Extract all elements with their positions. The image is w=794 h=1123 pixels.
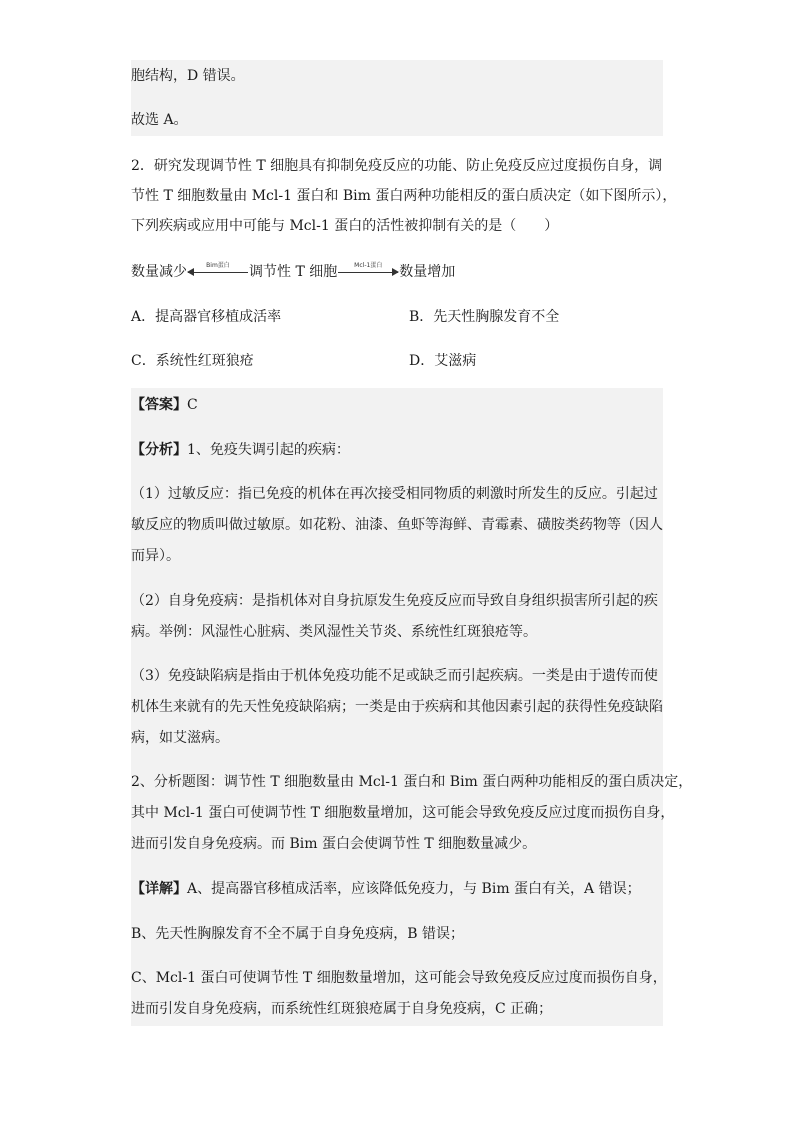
analysis-p3-line-3: 病，如艾滋病。 [131, 730, 229, 746]
arrow-right-icon [392, 268, 399, 276]
question-line-2: 节性 T 细胞数量由 Mcl-1 蛋白和 Bim 蛋白两种功能相反的蛋白质决定（如下图所示）， [131, 188, 677, 204]
detail-c-line-2: 进而引发自身免疫病，而系统性红斑狼疮属于自身免疫病，C 正确； [131, 1001, 553, 1017]
analysis-p2-line-2: 病。举例：风湿性心脏病、类风湿性关节炎、系统性红斑狼疮等。 [131, 624, 537, 640]
analysis-p1-line-3: 而异）。 [131, 548, 180, 564]
analysis-tag: 【分析】 [131, 442, 187, 458]
option-d: D．艾滋病 [409, 353, 477, 369]
detail-a-line [131, 878, 641, 900]
detail-tag: 【详解】 [131, 881, 187, 897]
question-line-1: 2．研究发现调节性 T 细胞具有抑制免疫反应的功能、防止免疫反应过度损伤自身，调 [131, 158, 663, 174]
prev-line-2: 故选 A。 [131, 112, 188, 128]
bim-arrow-label: Bim蛋白 [206, 262, 230, 269]
detail-c-line-1: C、Mcl-1 蛋白可使调节性 T 细胞数量增加，这可能会导致免疫反应过度而损伤自身， [131, 970, 667, 986]
mcl1-arrow-right [338, 264, 398, 278]
diagram-center-text: 调节性 T 细胞 [249, 264, 338, 280]
answer-tag: 【答案】 [131, 397, 187, 413]
analysis-p4-line-2: 其中 Mcl-1 蛋白可使调节性 T 细胞数量增加，这可能会导致免疫反应过度而损伤自身， [131, 805, 675, 821]
analysis-p2-line-1: （2）自身免疫病：是指机体对自身抗原发生免疫反应而导致自身组织损害所引起的疾 [131, 593, 658, 609]
answer-value: C [187, 397, 198, 413]
arrow-left-icon [187, 268, 194, 276]
option-b: B．先天性胸腺发育不全 [409, 309, 560, 325]
prev-line-1: 胞结构，D 错误。 [131, 68, 245, 84]
analysis-p1-line-1: （1）过敏反应：指已免疫的机体在再次接受相同物质的刺激时所发生的反应。引起过 [131, 486, 658, 502]
analysis-p3-line-1: （3）免疫缺陷病是指由于机体免疫功能不足或缺乏而引起疾病。一类是由于遗传而使 [131, 668, 658, 684]
option-a: A．提高器官移植成活率 [131, 309, 282, 325]
analysis-intro-line [131, 439, 350, 461]
question-line-3: 下列疾病或应用中可能与 Mcl-1 蛋白的活性被抑制有关的是（ ） [131, 218, 559, 234]
bim-arrow-left [188, 264, 248, 278]
option-c: C．系统性红斑狼疮 [131, 353, 254, 369]
analysis-p1-line-2: 敏反应的物质叫做过敏原。如花粉、油漆、鱼虾等海鲜、青霉素、磺胺类药物等（因人 [131, 517, 663, 533]
detail-a: A、提高器官移植成活率，应该降低免疫力，与 Bim 蛋白有关，A 错误； [187, 881, 641, 897]
detail-b-line: B、先天性胸腺发育不全不属于自身免疫病，B 错误； [131, 926, 465, 942]
diagram-left-text: 数量减少 [131, 264, 187, 280]
diagram-right-text: 数量增加 [399, 264, 456, 280]
answer-line [131, 394, 198, 416]
analysis-intro: 1、免疫失调引起的疾病： [187, 442, 350, 458]
analysis-p4-line-1: 2、分析题图：调节性 T 细胞数量由 Mcl-1 蛋白和 Bim 蛋白两种功能相反的蛋白质决定， [131, 774, 693, 790]
regulation-diagram [131, 260, 455, 282]
analysis-p4-line-3: 进而引发自身免疫病。而 Bim 蛋白会使调节性 T 细胞数量减少。 [131, 836, 537, 852]
mcl1-arrow-label: Mcl-1蛋白 [354, 262, 383, 269]
analysis-p3-line-2: 机体生来就有的先天性免疫缺陷病；一类是由于疾病和其他因素引起的获得性免疫缺陷 [131, 699, 663, 715]
